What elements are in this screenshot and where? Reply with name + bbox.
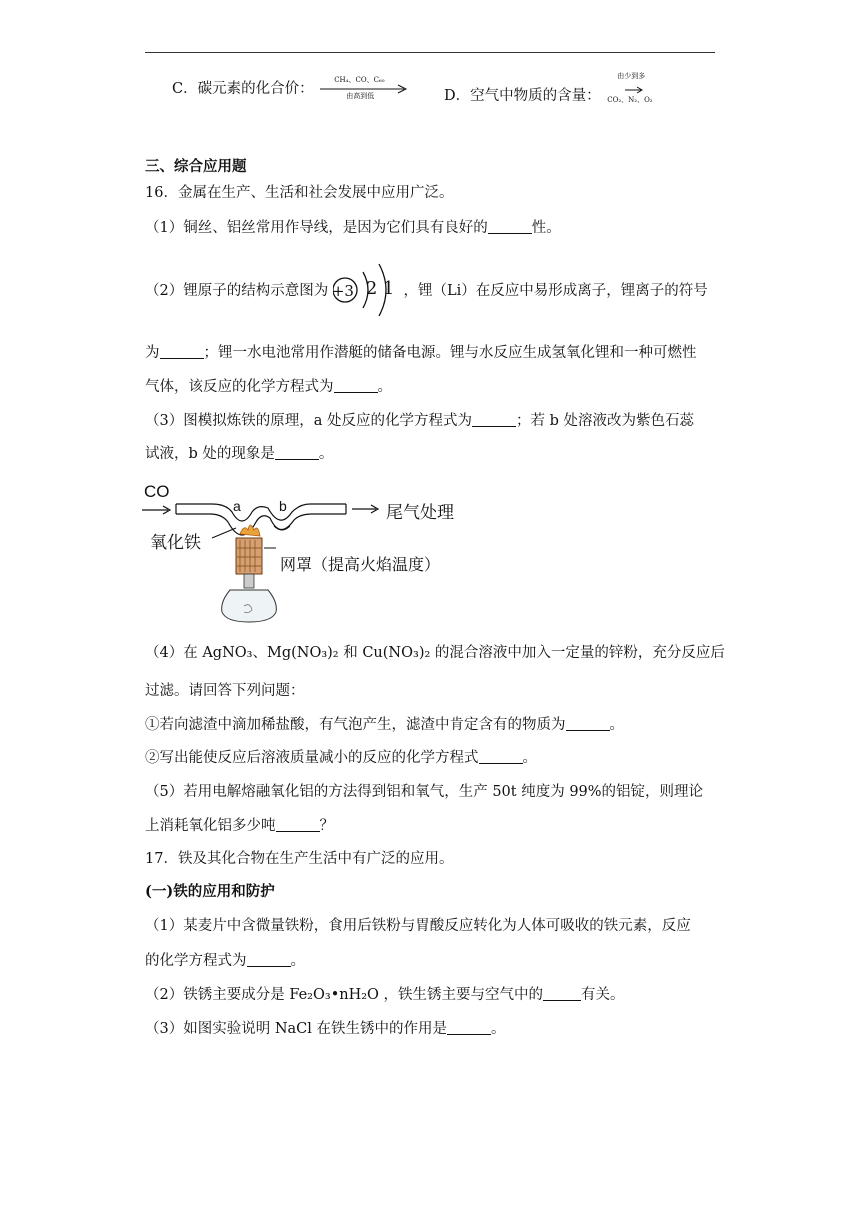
choice-c-arrow-bottom: 由高到低 (346, 92, 375, 100)
answer-blank[interactable] (160, 344, 204, 359)
diagram-mesh-label: 网罩（提高火焰温度） (280, 557, 441, 574)
q16-part4-sub1 (145, 714, 624, 736)
q17-part1-end: 。 (290, 953, 305, 969)
iron-smelting-diagram (140, 478, 480, 628)
answer-blank[interactable] (447, 1020, 491, 1035)
q16-part3-text-d: 。 (318, 446, 334, 462)
q16-part4-sub2 (145, 747, 537, 769)
q16-part5-end: ？ (319, 818, 334, 834)
q16-part1 (145, 217, 561, 239)
q16-part2-text-c: 为 (145, 345, 160, 361)
q16-part2-line1 (145, 280, 708, 302)
q17-subtitle: (一)铁的应用和防护 (145, 883, 275, 900)
q16-part5-line1: （5）若用电解熔融氧化铝的方法得到铝和氧气，生产 50t 纯度为 99%的铝锭，则理论 (145, 784, 704, 800)
q16-part1-end: 性。 (531, 220, 561, 236)
lithium-atom-diagram (333, 280, 399, 302)
q16-part3-text-b: ；若 b 处溶液改为紫色石蕊 (515, 413, 694, 429)
answer-blank[interactable] (247, 952, 291, 967)
q16-part2-text-f: 。 (377, 379, 392, 395)
q16-part3-line2 (145, 443, 333, 465)
diagram-iron-oxide-label: 氧化铁 (150, 533, 201, 552)
q16-part2-text-d: ；锂一水电池常用作潜艇的储备电源。锂与水反应生成氢氧化锂和一种可燃性 (203, 345, 697, 361)
q17-part1-line1: （1）某麦片中含微量铁粉，食用后铁粉与胃酸反应转化为人体可吸收的铁元素，反应 (145, 918, 691, 934)
q16-part2-line2 (145, 342, 697, 364)
choice-d-arrow-bottom: CO₂、N₂、O₂ (607, 96, 653, 104)
answer-blank[interactable] (334, 378, 378, 393)
section-title: 三、综合应用题 (145, 158, 247, 175)
answer-blank[interactable] (488, 219, 532, 234)
choice-d (444, 72, 665, 112)
answer-blank[interactable] (566, 716, 610, 731)
q16-part4-line1: （4）在 AgNO₃、Mg(NO₃)₂ 和 Cu(NO₃)₂ 的混合溶液中加入一定量的锌粉，充分反应后 (145, 645, 725, 661)
choice-d-arrow-top: 由少到多 (617, 72, 646, 80)
q16-part3-text-c: 试液，b 处的现象是 (145, 446, 275, 462)
choice-c-arrow-top: CH₄、CO、C₆₀ (334, 76, 385, 84)
q16-part3-text: （3）图模拟炼铁的原理，a 处反应的化学方程式为 (145, 413, 472, 429)
top-divider (145, 52, 715, 53)
q17-part2 (145, 984, 625, 1006)
q17-part2-text: （2）铁锈主要成分是 Fe₂O₃•nH₂O ，铁生锈主要与空气中的 (145, 987, 544, 1003)
atom-shell-1-count: 2 (365, 278, 378, 299)
diagram-a-label: a (233, 498, 241, 514)
diagram-b-label: b (279, 498, 287, 514)
choice-c (172, 78, 410, 100)
q16-part4-sub2-text: ②写出能使反应后溶液质量减小的反应的化学方程式 (145, 750, 479, 766)
q16-part4-sub2-end: 。 (522, 750, 537, 766)
choice-d-label: D．空气中物质的含量： (444, 88, 601, 104)
q16-part1-text: （1）铜丝、铝丝常用作导线，是因为它们具有良好的 (145, 220, 488, 236)
q16-part5-text: 上消耗氧化铝多少吨 (145, 818, 276, 834)
diagram-co-label: CO (144, 482, 170, 501)
q17-part3-end: 。 (491, 1021, 506, 1037)
choice-d-arrow (605, 72, 665, 112)
q17-part1-text: 的化学方程式为 (145, 953, 247, 969)
q16-part2-text: （2）锂原子的结构示意图为 (145, 283, 329, 299)
q16-part4-sub1-end: 。 (609, 717, 624, 733)
q16-part2-text-e: 气体，该反应的化学方程式为 (145, 379, 334, 395)
atom-nucleus-charge: +3 (331, 282, 354, 300)
answer-blank[interactable] (276, 817, 320, 832)
q16-part4-sub1-text: ①若向滤渣中滴加稀盐酸，有气泡产生，滤渣中肯定含有的物质为 (145, 717, 566, 733)
q16-part4-line2: 过滤。请回答下列问题： (145, 683, 305, 699)
q17-part2-end: 有关。 (581, 987, 625, 1003)
right-arrow-icon (605, 78, 665, 112)
q16-part5-line2 (145, 815, 334, 837)
diagram-tail-gas-label: 尾气处理 (386, 503, 454, 522)
answer-blank[interactable] (543, 986, 581, 1001)
answer-blank[interactable] (275, 445, 319, 460)
answer-blank[interactable] (472, 412, 516, 427)
q17-part3 (145, 1018, 506, 1040)
q17-stem: 17．铁及其化合物在生产生活中有广泛的应用。 (145, 851, 454, 867)
q16-stem: 16．金属在生产、生活和社会发展中应用广泛。 (145, 185, 454, 201)
answer-blank[interactable] (479, 749, 523, 764)
atom-shell-2-count: 1 (382, 278, 395, 299)
choice-c-arrow (318, 78, 410, 100)
q16-part2-line3 (145, 376, 392, 398)
q16-part3-line1 (145, 410, 694, 432)
q17-part3-text: （3）如图实验说明 NaCl 在铁生锈中的作用是 (145, 1021, 448, 1037)
q17-part1-line2 (145, 950, 305, 972)
q16-part2-text-b: ，锂（Li）在反应中易形成离子，锂离子的符号 (403, 283, 708, 299)
choice-c-label: C．碳元素的化合价： (172, 81, 314, 97)
